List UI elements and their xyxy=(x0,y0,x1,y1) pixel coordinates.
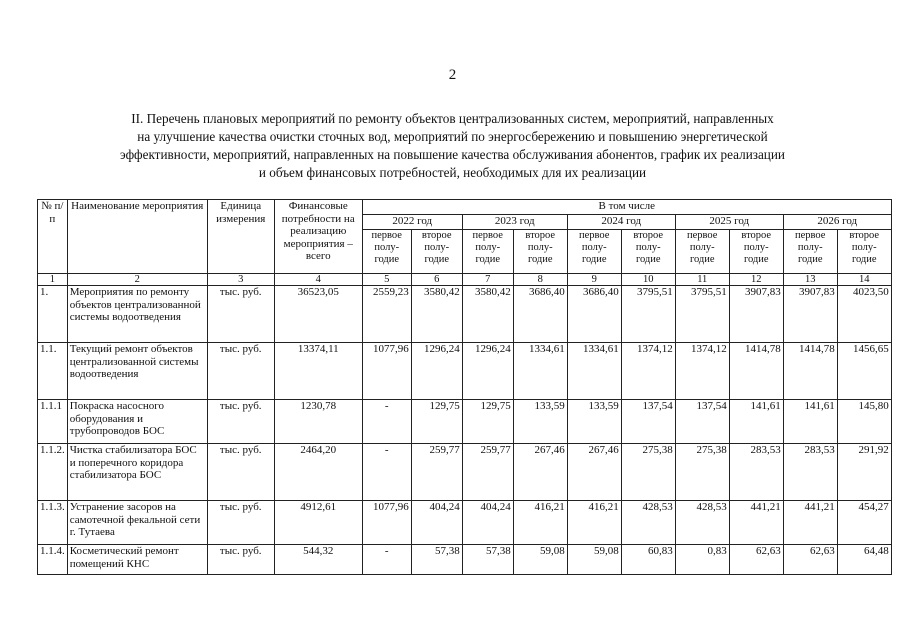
row-total: 1230,78 xyxy=(274,400,362,444)
table-row xyxy=(38,545,892,575)
header-first-half: первое полу-годие xyxy=(462,230,513,274)
row-value: 416,21 xyxy=(567,501,621,545)
row-value: 3795,51 xyxy=(621,286,675,343)
row-value: 3580,42 xyxy=(411,286,462,343)
header-year-2024: 2024 год xyxy=(567,215,675,230)
heading-line: на улучшение качества очистки сточных вод, мероприятий по энергосбережению и повышению энергетической xyxy=(137,129,768,144)
row-value: 133,59 xyxy=(567,400,621,444)
row-value: 57,38 xyxy=(411,545,462,575)
row-value: 59,08 xyxy=(513,545,567,575)
header-second-half: второе полу-годие xyxy=(729,230,783,274)
row-value: 3907,83 xyxy=(729,286,783,343)
header-second-half: второе полу-годие xyxy=(621,230,675,274)
column-number: 11 xyxy=(675,274,729,286)
column-number: 8 xyxy=(513,274,567,286)
header-num: № п/п xyxy=(38,200,68,274)
heading-line: и объем финансовых потребностей, необходимых для их реализации xyxy=(258,165,647,180)
row-unit: тыс. руб. xyxy=(207,286,274,343)
section-heading xyxy=(60,110,845,182)
row-value: 428,53 xyxy=(675,501,729,545)
row-value: 133,59 xyxy=(513,400,567,444)
row-num: 1.1.1 xyxy=(38,400,68,444)
row-unit: тыс. руб. xyxy=(207,343,274,400)
row-value: 3795,51 xyxy=(675,286,729,343)
row-unit: тыс. руб. xyxy=(207,545,274,575)
table-row xyxy=(38,400,892,444)
column-number: 6 xyxy=(411,274,462,286)
row-value: 1374,12 xyxy=(621,343,675,400)
row-value: 2559,23 xyxy=(362,286,411,343)
row-value: 141,61 xyxy=(783,400,837,444)
row-value: 145,80 xyxy=(837,400,891,444)
row-value: 1456,65 xyxy=(837,343,891,400)
row-value: 428,53 xyxy=(621,501,675,545)
row-value: 3580,42 xyxy=(462,286,513,343)
row-value: 454,27 xyxy=(837,501,891,545)
row-value: 1414,78 xyxy=(783,343,837,400)
row-name: Покраска насосного оборудования и трубопроводов БОС xyxy=(67,400,207,444)
row-value: 1296,24 xyxy=(411,343,462,400)
row-value: 404,24 xyxy=(411,501,462,545)
column-number: 2 xyxy=(67,274,207,286)
row-value: 60,83 xyxy=(621,545,675,575)
row-value: 137,54 xyxy=(675,400,729,444)
table-row xyxy=(38,501,892,545)
header-year-2026: 2026 год xyxy=(783,215,891,230)
row-value: 59,08 xyxy=(567,545,621,575)
row-value: 3686,40 xyxy=(567,286,621,343)
row-value: 1077,96 xyxy=(362,501,411,545)
row-value: 259,77 xyxy=(462,444,513,501)
row-value: 291,92 xyxy=(837,444,891,501)
header-including: В том числе xyxy=(362,200,891,215)
row-value: 4023,50 xyxy=(837,286,891,343)
row-value: 62,63 xyxy=(729,545,783,575)
header-year-2022: 2022 год xyxy=(362,215,462,230)
row-value: - xyxy=(362,444,411,501)
row-value: - xyxy=(362,545,411,575)
header-second-half: второе полу-годие xyxy=(513,230,567,274)
row-value: 267,46 xyxy=(567,444,621,501)
row-value: 283,53 xyxy=(783,444,837,501)
table-row xyxy=(38,343,892,400)
row-value: 267,46 xyxy=(513,444,567,501)
row-num: 1.1.3. xyxy=(38,501,68,545)
column-number: 5 xyxy=(362,274,411,286)
row-value: 1334,61 xyxy=(567,343,621,400)
row-value: 141,61 xyxy=(729,400,783,444)
row-total: 36523,05 xyxy=(274,286,362,343)
column-number: 14 xyxy=(837,274,891,286)
header-unit: Единица измерения xyxy=(207,200,274,274)
page-number: 2 xyxy=(448,67,457,83)
row-value: 404,24 xyxy=(462,501,513,545)
header-name: Наименование мероприятия xyxy=(67,200,207,274)
header-first-half: первое полу-годие xyxy=(567,230,621,274)
table-row xyxy=(38,286,892,343)
row-unit: тыс. руб. xyxy=(207,501,274,545)
header-year-2025: 2025 год xyxy=(675,215,783,230)
row-value: 283,53 xyxy=(729,444,783,501)
row-value: 275,38 xyxy=(621,444,675,501)
column-number: 7 xyxy=(462,274,513,286)
header-first-half: первое полу-годие xyxy=(675,230,729,274)
column-number: 4 xyxy=(274,274,362,286)
column-number: 10 xyxy=(621,274,675,286)
header-first-half: первое полу-годие xyxy=(783,230,837,274)
row-name: Устранение засоров на самотечной фекальной сети г. Тутаева xyxy=(67,501,207,545)
row-value: 441,21 xyxy=(729,501,783,545)
heading-line: эффективности, мероприятий, направленных на повышение качества обслуживания абонентов, график их реализации xyxy=(120,147,785,162)
column-number-row xyxy=(38,274,892,286)
row-unit: тыс. руб. xyxy=(207,444,274,501)
header-second-half: второе полу-годие xyxy=(837,230,891,274)
row-name: Чистка стабилизатора БОС и поперечного коридора стабилизатора БОС xyxy=(67,444,207,501)
row-value: 64,48 xyxy=(837,545,891,575)
header-year-2023: 2023 год xyxy=(462,215,567,230)
plan-table xyxy=(37,199,892,575)
row-total: 544,32 xyxy=(274,545,362,575)
row-value: 1296,24 xyxy=(462,343,513,400)
row-value: - xyxy=(362,400,411,444)
row-value: 1334,61 xyxy=(513,343,567,400)
heading-line: II. Перечень плановых мероприятий по ремонту объектов централизованных систем, мероприятий, направленных xyxy=(131,111,774,126)
row-value: 259,77 xyxy=(411,444,462,501)
row-value: 3686,40 xyxy=(513,286,567,343)
row-value: 1077,96 xyxy=(362,343,411,400)
row-name: Мероприятия по ремонту объектов централизованной системы водоотведения xyxy=(67,286,207,343)
row-value: 1414,78 xyxy=(729,343,783,400)
column-number: 13 xyxy=(783,274,837,286)
row-value: 129,75 xyxy=(411,400,462,444)
column-number: 12 xyxy=(729,274,783,286)
row-value: 441,21 xyxy=(783,501,837,545)
row-value: 1374,12 xyxy=(675,343,729,400)
table-header xyxy=(38,200,892,286)
column-number: 9 xyxy=(567,274,621,286)
row-num: 1.1.2. xyxy=(38,444,68,501)
row-total: 2464,20 xyxy=(274,444,362,501)
column-number: 1 xyxy=(38,274,68,286)
header-total: Финансовые потребности на реализацию мероприятия – всего xyxy=(274,200,362,274)
row-value: 62,63 xyxy=(783,545,837,575)
row-name: Текущий ремонт объектов централизованной системы водоотведения xyxy=(67,343,207,400)
row-value: 416,21 xyxy=(513,501,567,545)
row-name: Косметический ремонт помещений КНС xyxy=(67,545,207,575)
row-num: 1.1. xyxy=(38,343,68,400)
row-total: 4912,61 xyxy=(274,501,362,545)
row-value: 129,75 xyxy=(462,400,513,444)
row-value: 275,38 xyxy=(675,444,729,501)
table-row xyxy=(38,444,892,501)
row-num: 1.1.4. xyxy=(38,545,68,575)
row-value: 3907,83 xyxy=(783,286,837,343)
row-num: 1. xyxy=(38,286,68,343)
row-value: 0,83 xyxy=(675,545,729,575)
column-number: 3 xyxy=(207,274,274,286)
row-unit: тыс. руб. xyxy=(207,400,274,444)
row-value: 57,38 xyxy=(462,545,513,575)
row-total: 13374,11 xyxy=(274,343,362,400)
row-value: 137,54 xyxy=(621,400,675,444)
table-body xyxy=(38,286,892,575)
header-first-half: первое полу-годие xyxy=(362,230,411,274)
header-second-half: второе полу-годие xyxy=(411,230,462,274)
